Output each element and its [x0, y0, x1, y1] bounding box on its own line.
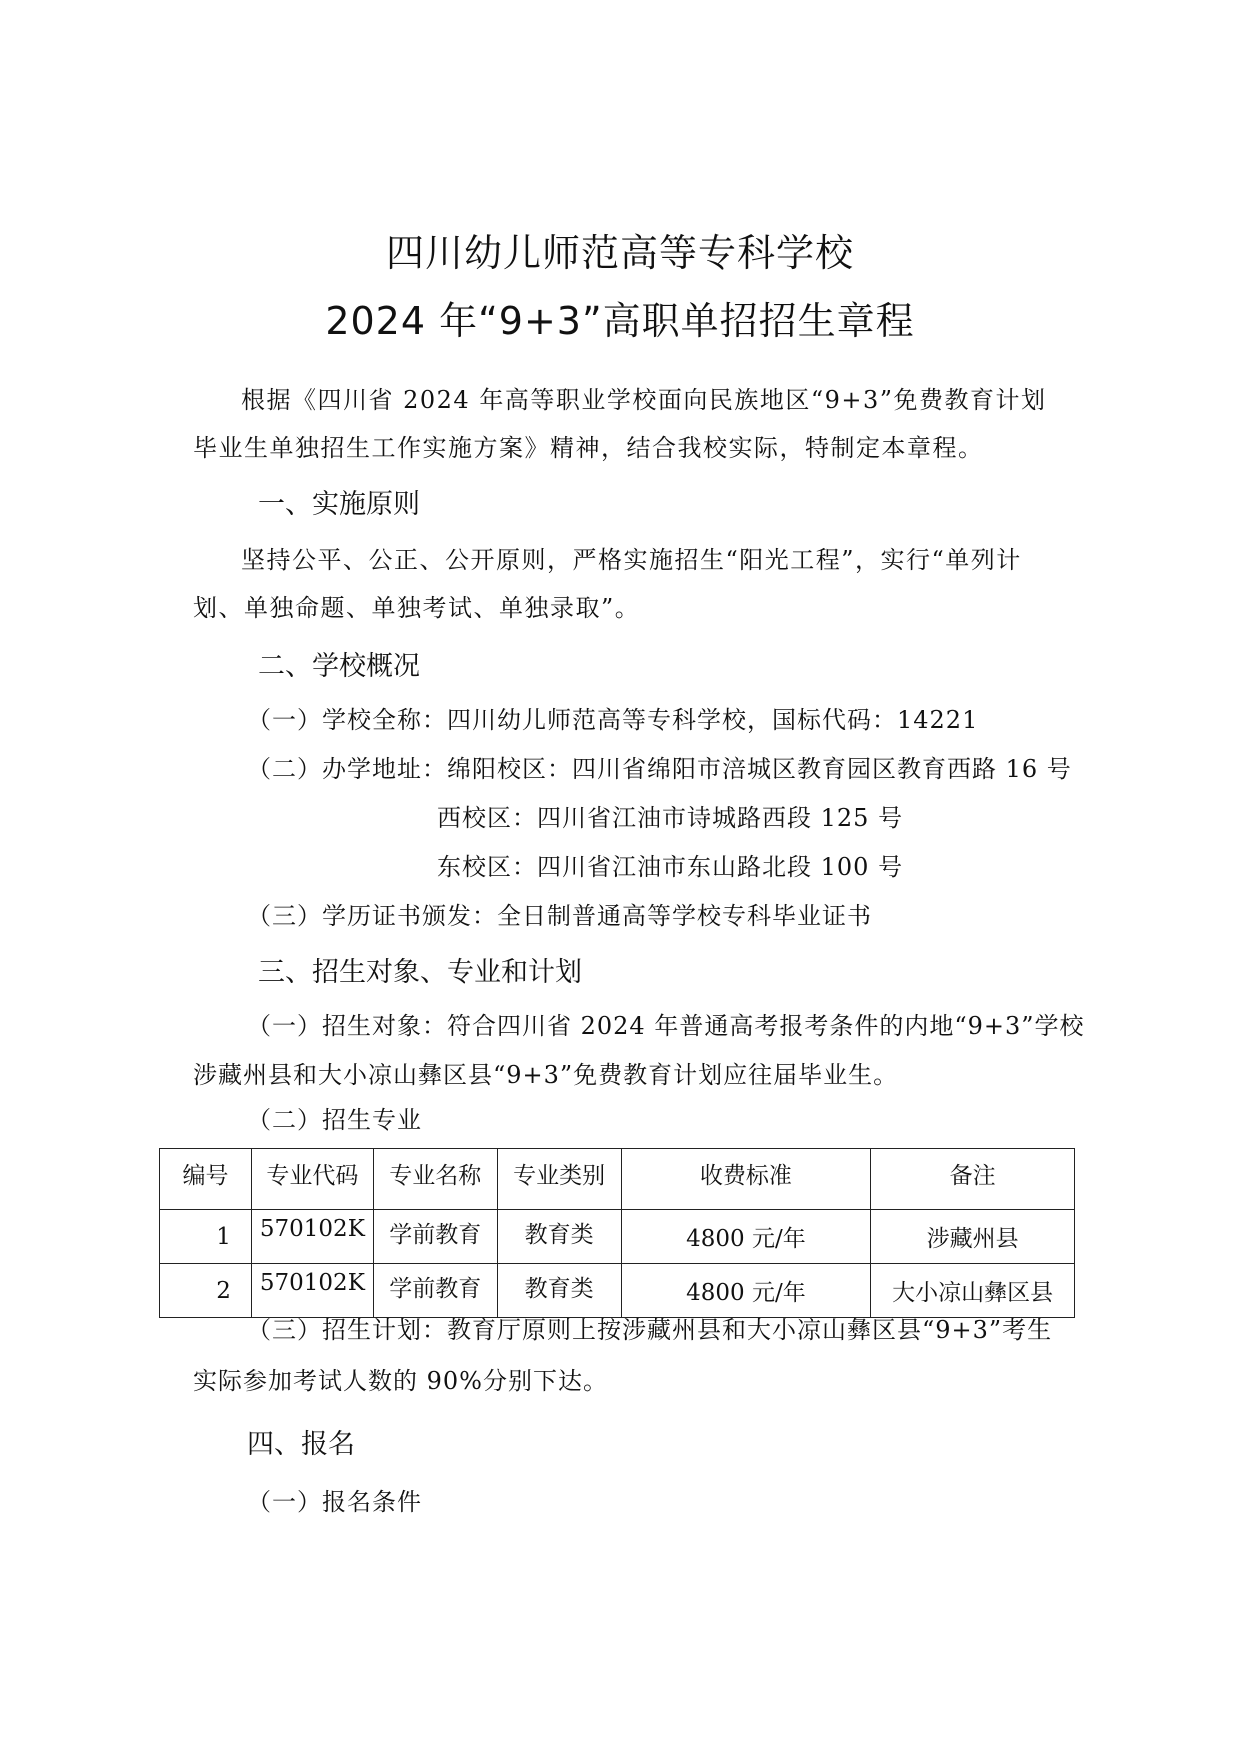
header-code: 专业代码: [251, 1149, 373, 1210]
section-3-heading: 三、招生对象、专业和计划: [258, 957, 582, 988]
section-1-heading: 一、实施原则: [258, 489, 420, 520]
majors-table: [159, 1148, 1075, 1318]
school-name-value: 四川幼儿师范高等专科学校，国标代码：14221: [447, 706, 979, 734]
cell-category: 教育类: [497, 1210, 621, 1264]
section-4-heading: 四、报名: [247, 1429, 355, 1460]
cell-code: 570102K: [251, 1264, 373, 1318]
header-category: 专业类别: [497, 1149, 621, 1210]
table-header-row: [160, 1149, 1075, 1210]
header-fee: 收费标准: [621, 1149, 871, 1210]
plan-label: （三）招生计划：: [247, 1316, 447, 1344]
title-line-1: 四川幼儿师范高等专科学校: [385, 231, 854, 275]
cell-major-name: 学前教育: [373, 1210, 497, 1264]
school-name-label: （一）学校全称：: [247, 706, 447, 734]
certificate-value: 全日制普通高等学校专科毕业证书: [497, 902, 872, 930]
header-major-name: 专业名称: [373, 1149, 497, 1210]
address-label: （二）办学地址：: [247, 755, 447, 783]
cell-number: 1: [160, 1210, 252, 1264]
header-remark: 备注: [871, 1149, 1075, 1210]
section-4-sub-1: （一）报名条件: [247, 1488, 422, 1516]
cell-fee: 4800 元/年: [621, 1210, 871, 1264]
school-name-row: [247, 700, 978, 735]
cell-remark: 涉藏州县: [871, 1210, 1075, 1264]
plan-line-2: 实际参加考试人数的 90%分别下达。: [193, 1367, 608, 1395]
address-west: 西校区：四川省江油市诗城路西段 125 号: [437, 804, 904, 832]
cell-remark: 大小凉山彝区县: [871, 1264, 1075, 1318]
cell-fee: 4800 元/年: [621, 1264, 871, 1318]
section-2-heading: 二、学校概况: [258, 651, 420, 682]
intro-paragraph: 根据《四川省 2024 年高等职业学校面向民族地区“9+3”免费教育计划毕业生单独招生工作实施方案》精神，结合我校实际，特制定本章程。: [193, 386, 1047, 462]
address-mianyang: 绵阳校区：四川省绵阳市涪城区教育园区教育西路 16 号: [447, 755, 1072, 783]
section-1-body: 坚持公平、公正、公开原则，严格实施招生“阳光工程”，实行“单列计划、单独命题、单独考试、单独录取”。: [193, 546, 1022, 622]
address-east: 东校区：四川省江油市东山路北段 100 号: [437, 853, 904, 881]
address-row: [247, 749, 1072, 784]
title-line-2: 2024 年“9+3”高职单招招生章程: [325, 299, 915, 343]
table-row: [160, 1210, 1075, 1264]
plan-line-1: 教育厅原则上按涉藏州县和大小凉山彝区县“9+3”考生: [447, 1316, 1053, 1344]
target-line-1: 符合四川省 2024 年普通高考报考条件的内地“9+3”学校: [447, 1012, 1085, 1040]
certificate-label: （三）学历证书颁发：: [247, 902, 497, 930]
majors-label: （二）招生专业: [247, 1106, 422, 1134]
plan-row: [247, 1310, 1052, 1345]
target-row: [247, 1006, 1085, 1041]
cell-major-name: 学前教育: [373, 1264, 497, 1318]
cell-number: 2: [160, 1264, 252, 1318]
certificate-row: [247, 896, 872, 931]
header-number: 编号: [160, 1149, 252, 1210]
cell-code: 570102K: [251, 1210, 373, 1264]
cell-category: 教育类: [497, 1264, 621, 1318]
target-line-2: 涉藏州县和大小凉山彝区县“9+3”免费教育计划应往届毕业生。: [193, 1061, 899, 1089]
target-label: （一）招生对象：: [247, 1012, 447, 1040]
